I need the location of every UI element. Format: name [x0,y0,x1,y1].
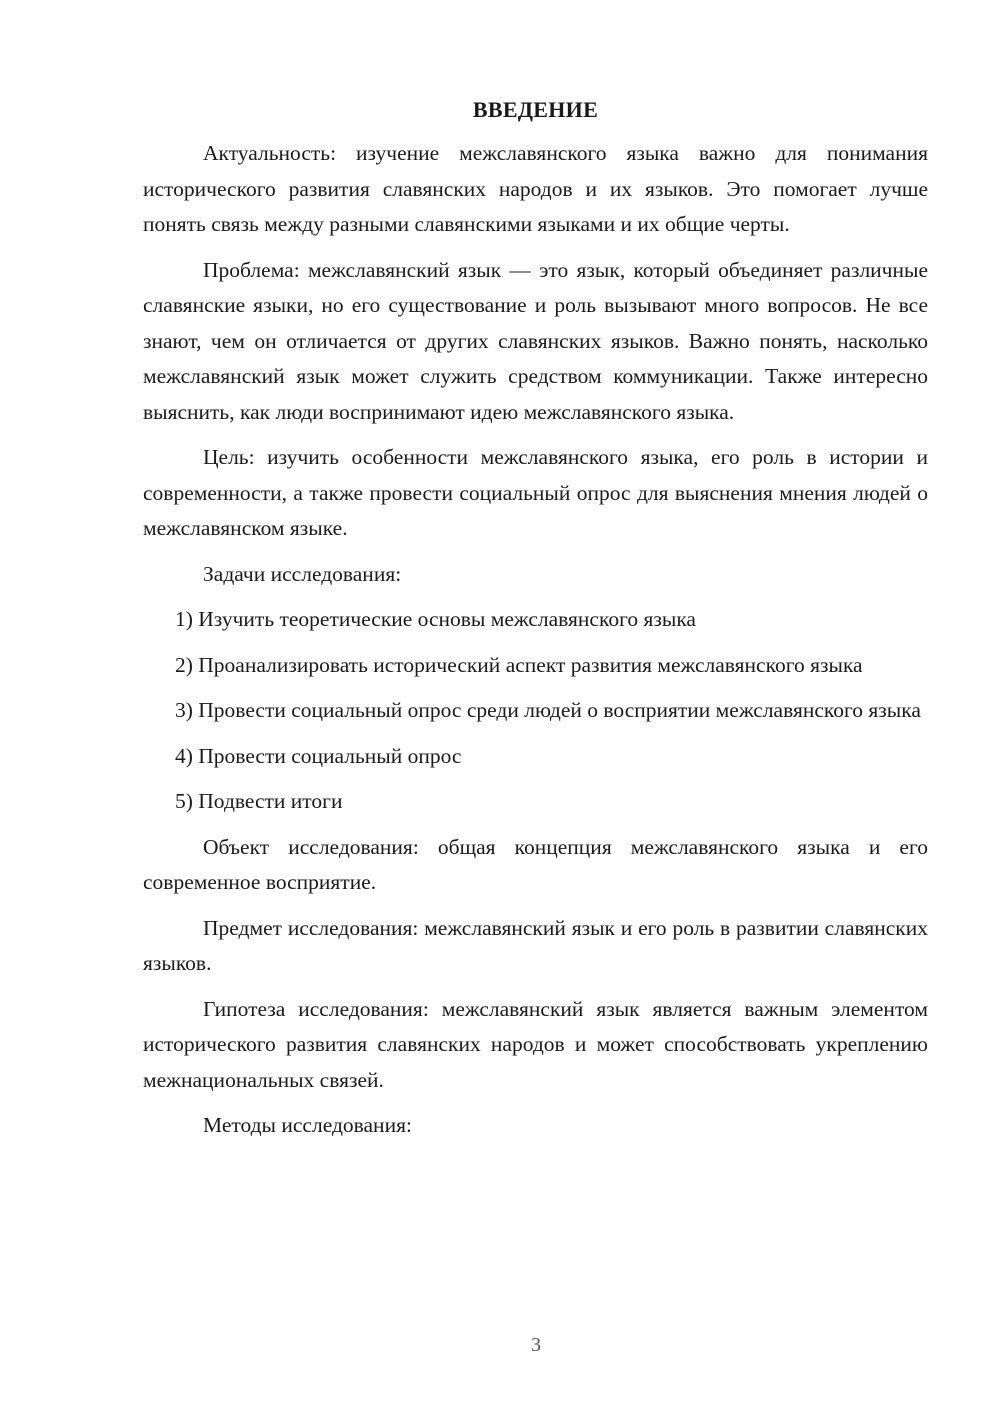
document-page [143,92,928,1144]
goal-paragraph: Цель: изучить особенности межславянского языка, его роль в истории и современности, а также провести социальный опрос для выяснения мнения людей о межславянском языке. [143,445,928,540]
tasks-title: Задачи исследования: [203,561,402,586]
task-item-2: 2) Проанализировать исторический аспект развития межславянского языка [175,652,863,677]
task-item-4: 4) Провести социальный опрос [175,743,462,768]
object-paragraph: Объект исследования: общая концепция межславянского языка и его современное восприятие. [143,834,928,894]
subject-paragraph: Предмет исследования: межславянский язык и его роль в развитии славянских языков. [143,915,928,975]
section-heading: ВВЕДЕНИЕ [472,97,599,122]
methods-title: Методы исследования: [203,1113,412,1137]
task-item-1: 1) Изучить теоретические основы межславянского языка [175,607,696,631]
task-item-5: 5) Подвести итоги [175,789,343,813]
hypothesis-paragraph: Гипотеза исследования: межславянский язык является важным элементом исторического развития славянских народов и может способствовать укреплению межнациональных связей. [143,996,928,1092]
page-number: 3 [531,1334,541,1356]
relevance-paragraph: Актуальность: изучение межславянского языка важно для понимания исторического развития славянских народов и их языков. Это помогает лучше понять связь между разными славянскими языками и их общие черты. [143,141,928,236]
problem-paragraph: Проблема: межславянский язык — это язык, который объединяет различные славянские языки, но его существование и роль вызывают много вопросов. Не все знают, чем он отличается от других славянских языков. Важно понять, насколько межславянский язык может служить средством коммуникации. Также интересно выяснить, как люди воспринимают идею межславянского языка. [143,257,928,424]
task-item-3: 3) Провести социальный опрос среди людей о восприятии межславянского языка [175,698,921,722]
